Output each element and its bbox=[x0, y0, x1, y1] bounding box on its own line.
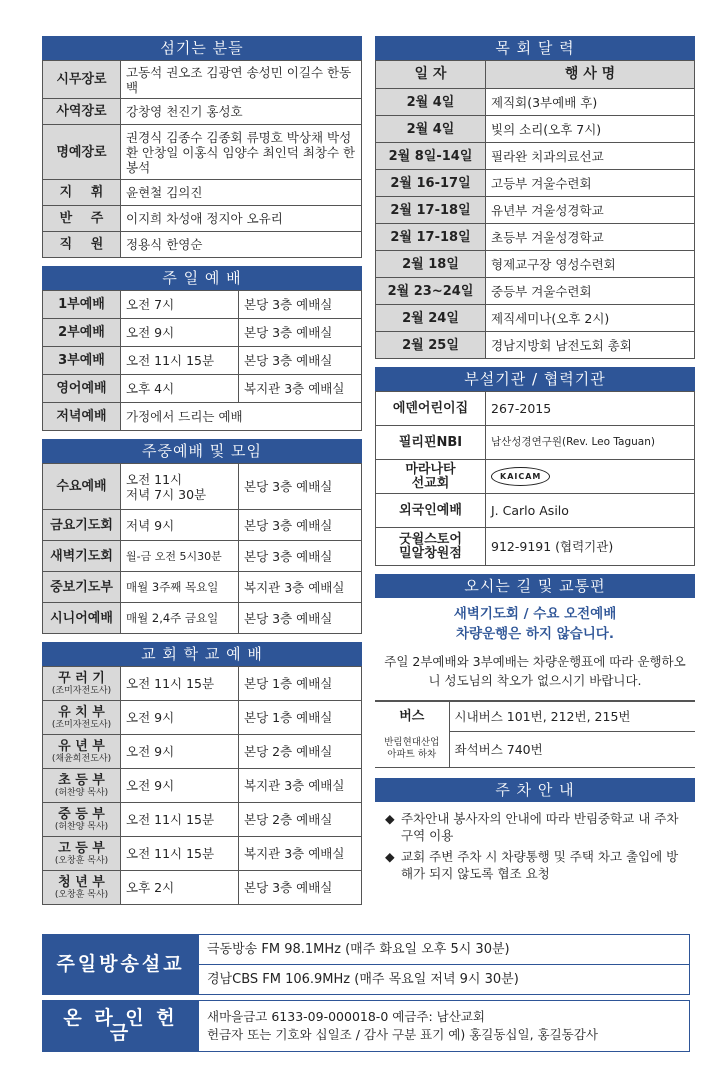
weekday-place: 본당 3층 예배실 bbox=[239, 464, 362, 510]
evening-label: 저녁예배 bbox=[43, 403, 121, 431]
sunday-place: 본당 3층 예배실 bbox=[239, 291, 362, 319]
school-time: 오전 11시 15분 bbox=[121, 803, 239, 837]
calendar-event: 중등부 겨울수련회 bbox=[486, 278, 695, 305]
calendar-date: 2월 16-17일 bbox=[376, 170, 486, 197]
calendar-event: 필라완 치과의료선교 bbox=[486, 143, 695, 170]
weekday-label: 새벽기도회 bbox=[43, 541, 121, 572]
offering-title: 온 라 인 헌 금 bbox=[43, 1001, 199, 1052]
calendar-table bbox=[375, 60, 695, 359]
school-label: 꾸 러 기 (조미자전도사) bbox=[43, 667, 121, 701]
sunday-time: 오후 4시 bbox=[121, 375, 239, 403]
left-column bbox=[42, 36, 362, 905]
weekday-time: 오전 11시 저녁 7시 30분 bbox=[121, 464, 239, 510]
weekday-time: 월-금 오전 5시30분 bbox=[121, 541, 239, 572]
calendar-event: 빛의 소리(오후 7시) bbox=[486, 116, 695, 143]
weekday-place: 본당 3층 예배실 bbox=[239, 541, 362, 572]
school-place: 본당 2층 예배실 bbox=[239, 735, 362, 769]
school-place: 본당 1층 예배실 bbox=[239, 667, 362, 701]
servants-label: 반 주 bbox=[43, 206, 121, 232]
school-label: 초 등 부 (허찬양 목사) bbox=[43, 769, 121, 803]
calendar-event: 제직세미나(오후 2시) bbox=[486, 305, 695, 332]
offering-line1: 새마을금고 6133-09-000018-0 예금주: 남산교회 bbox=[207, 1009, 485, 1024]
affiliates-table bbox=[375, 391, 695, 566]
sunday-place: 복지관 3층 예배실 bbox=[239, 375, 362, 403]
school-time: 오전 11시 15분 bbox=[121, 837, 239, 871]
affiliate-value: 912-9191 (협력기관) bbox=[486, 528, 695, 566]
diamond-bullet-icon: ◆ bbox=[385, 810, 395, 826]
calendar-event: 초등부 겨울성경학교 bbox=[486, 224, 695, 251]
calendar-event: 경남지방회 남전도회 총회 bbox=[486, 332, 695, 359]
sunday-label: 영어예배 bbox=[43, 375, 121, 403]
school-label: 중 등 부 (허찬양 목사) bbox=[43, 803, 121, 837]
kaicam-logo: KAICAM bbox=[491, 467, 550, 486]
directions-notice: 새벽기도회 / 수요 오전예배 bbox=[453, 606, 617, 622]
broadcast-line2: 경남CBS FM 106.9MHz (매주 목요일 저녁 9시 30분) bbox=[199, 965, 690, 995]
affiliate-label: 외국인예배 bbox=[376, 494, 486, 528]
calendar-header: 목 회 달 력 bbox=[375, 36, 695, 60]
school-header: 교 회 학 교 예 배 bbox=[42, 642, 362, 666]
affiliate-value: J. Carlo Asilo bbox=[486, 494, 695, 528]
calendar-event: 고등부 겨울수련회 bbox=[486, 170, 695, 197]
bus-table bbox=[375, 700, 695, 768]
broadcast-line1: 극동방송 FM 98.1MHz (매주 화요일 오후 5시 30분) bbox=[199, 935, 690, 965]
servants-value: 고동석 권오조 김광연 송성민 이길수 한동백 bbox=[121, 61, 362, 99]
affiliate-value: 267-2015 bbox=[486, 392, 695, 426]
servants-value: 권경식 김종수 김종회 류명호 박상채 박성환 안창일 이홍식 임양수 최인덕 최창수 한봉석 bbox=[121, 125, 362, 180]
calendar-date: 2월 17-18일 bbox=[376, 224, 486, 251]
affiliate-label: 마라나타 선교회 bbox=[376, 460, 486, 494]
servants-value: 윤현철 김의진 bbox=[121, 180, 362, 206]
school-place: 복지관 3층 예배실 bbox=[239, 837, 362, 871]
calendar-event: 유년부 겨울성경학교 bbox=[486, 197, 695, 224]
weekday-time: 매월 2,4주 금요일 bbox=[121, 603, 239, 634]
weekday-header: 주중예배 및 모임 bbox=[42, 439, 362, 463]
broadcast-title: 주일방송설교 bbox=[43, 935, 199, 995]
sunday-label: 3부예배 bbox=[43, 347, 121, 375]
sunday-label: 1부예배 bbox=[43, 291, 121, 319]
offering-line2: 헌금자 또는 기호와 십일조 / 감사 구분 표기 예) 홍길동십일, 홍길동감사 bbox=[207, 1027, 598, 1042]
affiliates-header: 부설기관 / 협력기관 bbox=[375, 367, 695, 391]
servants-table bbox=[42, 60, 362, 258]
calendar-col-event: 행 사 명 bbox=[486, 61, 695, 89]
weekday-place: 복지관 3층 예배실 bbox=[239, 572, 362, 603]
servants-value: 이지희 차성애 정지아 오유리 bbox=[121, 206, 362, 232]
school-place: 복지관 3층 예배실 bbox=[239, 769, 362, 803]
servants-label: 지 휘 bbox=[43, 180, 121, 206]
parking-item: ◆ 주차안내 봉사자의 안내에 따라 반림중학교 내 주차구역 이용 bbox=[385, 810, 679, 843]
calendar-event: 제직회(3부예배 후) bbox=[486, 89, 695, 116]
sunday-place: 본당 3층 예배실 bbox=[239, 347, 362, 375]
school-place: 본당 2층 예배실 bbox=[239, 803, 362, 837]
school-table bbox=[42, 666, 362, 905]
school-place: 본당 1층 예배실 bbox=[239, 701, 362, 735]
sunday-time: 오전 11시 15분 bbox=[121, 347, 239, 375]
weekday-time: 저녁 9시 bbox=[121, 510, 239, 541]
servants-label: 명예장로 bbox=[43, 125, 121, 180]
servants-header: 섬기는 분들 bbox=[42, 36, 362, 60]
sunday-time: 오전 7시 bbox=[121, 291, 239, 319]
school-time: 오전 9시 bbox=[121, 769, 239, 803]
weekday-table bbox=[42, 463, 362, 634]
school-time: 오후 2시 bbox=[121, 871, 239, 905]
calendar-date: 2월 24일 bbox=[376, 305, 486, 332]
parking-header: 주 차 안 내 bbox=[375, 778, 695, 802]
calendar-col-date: 일 자 bbox=[376, 61, 486, 89]
weekday-place: 본당 3층 예배실 bbox=[239, 603, 362, 634]
calendar-date: 2월 4일 bbox=[376, 116, 486, 143]
weekday-label: 중보기도부 bbox=[43, 572, 121, 603]
servants-label: 시무장로 bbox=[43, 61, 121, 99]
school-label: 청 년 부 (오창훈 목사) bbox=[43, 871, 121, 905]
offering-box bbox=[42, 1000, 690, 1052]
affiliate-value bbox=[486, 460, 695, 494]
directions-notice: 차량운행은 하지 않습니다. bbox=[456, 626, 614, 642]
weekday-label: 금요기도회 bbox=[43, 510, 121, 541]
affiliate-label: 에덴어린이집 bbox=[376, 392, 486, 426]
servants-label: 직 원 bbox=[43, 232, 121, 258]
parking-list bbox=[375, 802, 695, 882]
weekday-label: 시니어예배 bbox=[43, 603, 121, 634]
school-label: 유 치 부 (조미자전도사) bbox=[43, 701, 121, 735]
servants-value: 정용식 한영순 bbox=[121, 232, 362, 258]
school-time: 오전 11시 15분 bbox=[121, 667, 239, 701]
calendar-event: 형제교구장 영성수련회 bbox=[486, 251, 695, 278]
school-time: 오전 9시 bbox=[121, 701, 239, 735]
sunday-header: 주 일 예 배 bbox=[42, 266, 362, 290]
affiliate-value: 남산성경연구원(Rev. Leo Taguan) bbox=[486, 426, 695, 460]
school-label: 고 등 부 (오창훈 목사) bbox=[43, 837, 121, 871]
weekday-label: 수요예배 bbox=[43, 464, 121, 510]
sunday-time: 오전 9시 bbox=[121, 319, 239, 347]
bus-line1: 시내버스 101번, 212번, 215번 bbox=[449, 701, 695, 731]
school-place: 본당 3층 예배실 bbox=[239, 871, 362, 905]
affiliate-label: 필리핀NBI bbox=[376, 426, 486, 460]
calendar-date: 2월 8일-14일 bbox=[376, 143, 486, 170]
weekday-time: 매월 3주째 목요일 bbox=[121, 572, 239, 603]
bus-label: 버스 bbox=[375, 701, 449, 731]
directions-header: 오시는 길 및 교통편 bbox=[375, 574, 695, 598]
broadcast-box bbox=[42, 934, 690, 995]
calendar-date: 2월 25일 bbox=[376, 332, 486, 359]
sunday-label: 2부예배 bbox=[43, 319, 121, 347]
bus-line2: 좌석버스 740번 bbox=[449, 731, 695, 767]
right-column bbox=[375, 36, 695, 886]
calendar-date: 2월 18일 bbox=[376, 251, 486, 278]
bus-stop: 반림현대산업 아파트 하차 bbox=[375, 731, 449, 767]
evening-value: 가정에서 드리는 예배 bbox=[121, 403, 362, 431]
school-time: 오전 9시 bbox=[121, 735, 239, 769]
servants-value: 강창영 천진기 홍성호 bbox=[121, 99, 362, 125]
calendar-date: 2월 17-18일 bbox=[376, 197, 486, 224]
sunday-place: 본당 3층 예배실 bbox=[239, 319, 362, 347]
weekday-place: 본당 3층 예배실 bbox=[239, 510, 362, 541]
directions-body bbox=[375, 598, 695, 692]
affiliate-label: 굿윌스토어 밀알창원점 bbox=[376, 528, 486, 566]
calendar-date: 2월 23~24일 bbox=[376, 278, 486, 305]
calendar-date: 2월 4일 bbox=[376, 89, 486, 116]
parking-item: ◆ 교회 주변 주차 시 차량통행 및 주택 차고 출입에 방해가 되지 않도록 협조 요청 bbox=[385, 848, 679, 881]
school-label: 유 년 부 (채윤희전도사) bbox=[43, 735, 121, 769]
directions-paragraph: 주일 2부예배와 3부예배는 차량운행표에 따라 운행하오니 성도님의 착오가 없으시기 바랍니다. bbox=[384, 654, 686, 688]
offering-text bbox=[199, 1001, 690, 1052]
diamond-bullet-icon: ◆ bbox=[385, 848, 395, 864]
servants-label: 사역장로 bbox=[43, 99, 121, 125]
sunday-table bbox=[42, 290, 362, 431]
